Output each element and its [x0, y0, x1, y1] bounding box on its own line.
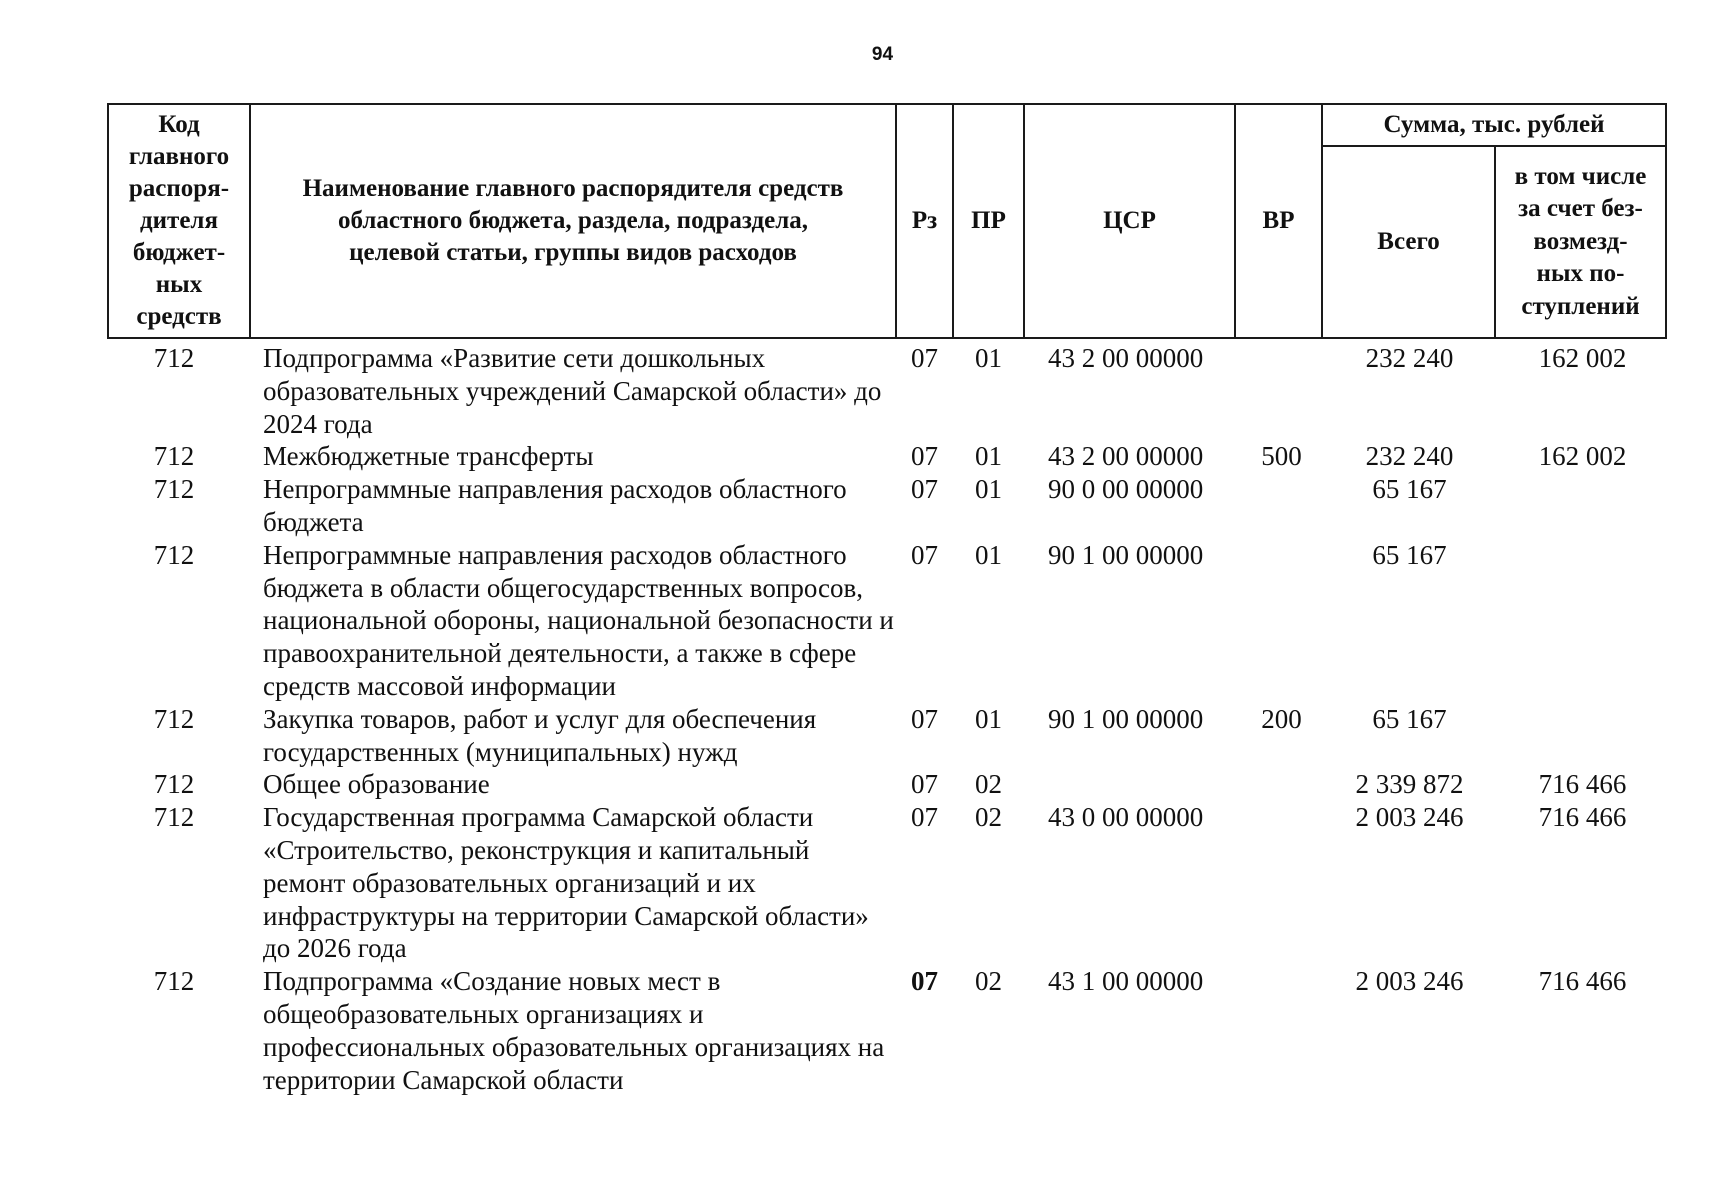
cell-code: 712	[153, 474, 195, 505]
cell-total: 65 167	[1372, 474, 1447, 505]
cell-pr: 01	[975, 343, 1002, 373]
cell-csr	[1024, 768, 1235, 801]
cell-code: 712	[153, 703, 195, 734]
page-number: 94	[871, 44, 894, 65]
header-pr: ПР	[953, 104, 1024, 338]
cell-name: Непрограммные направления расходов областного бюджета	[263, 474, 847, 537]
header-csr: ЦСР	[1024, 104, 1235, 338]
cell-total: 65 167	[1372, 539, 1447, 570]
table-row	[108, 440, 1666, 473]
cell-pr: 01	[975, 474, 1002, 505]
table-row	[108, 703, 1666, 769]
cell-vr	[1235, 965, 1322, 1096]
cell-rz: 07	[911, 703, 938, 734]
cell-total: 232 240	[1365, 441, 1454, 472]
table-row	[108, 473, 1666, 539]
cell-pr: 02	[975, 966, 1002, 997]
cell-free	[1495, 703, 1666, 769]
cell-vr: 500	[1261, 441, 1302, 472]
header-total: Всего	[1322, 146, 1495, 338]
cell-free: 716 466	[1538, 966, 1627, 997]
cell-code: 712	[153, 802, 195, 833]
cell-csr: 43 0 00 00000	[1048, 802, 1204, 833]
cell-pr: 02	[975, 769, 1002, 800]
cell-pr: 01	[975, 703, 1002, 734]
cell-csr: 43 2 00 00000	[1048, 441, 1204, 472]
table-row	[108, 965, 1666, 1096]
cell-name: Закупка товаров, работ и услуг для обеспечения государственных (муниципальных) нужд	[263, 703, 817, 767]
cell-free	[1495, 539, 1666, 703]
cell-vr	[1235, 801, 1322, 965]
table-row	[108, 768, 1666, 801]
cell-pr: 02	[975, 802, 1002, 833]
cell-csr: 43 2 00 00000	[1048, 343, 1204, 373]
cell-rz: 07	[911, 474, 938, 505]
header-rz: Рз	[896, 104, 953, 338]
cell-free: 716 466	[1538, 769, 1627, 800]
cell-free: 162 002	[1538, 343, 1627, 373]
cell-name: Общее образование	[263, 769, 490, 800]
cell-free	[1495, 473, 1666, 539]
cell-vr	[1235, 768, 1322, 801]
header-free: в том числе за счет без- возмезд- ных по- ступлений	[1495, 146, 1666, 338]
cell-csr: 90 1 00 00000	[1048, 539, 1204, 570]
cell-vr	[1235, 473, 1322, 539]
cell-free: 716 466	[1538, 802, 1627, 833]
cell-csr: 43 1 00 00000	[1048, 966, 1204, 997]
header-vr: ВР	[1235, 104, 1322, 338]
cell-code: 712	[153, 769, 195, 800]
table-row	[108, 539, 1666, 703]
cell-total: 2 003 246	[1355, 966, 1464, 997]
cell-vr	[1235, 338, 1322, 440]
cell-total: 65 167	[1372, 703, 1447, 734]
table-header	[108, 104, 1666, 338]
header-name: Наименование главного распорядителя средств областного бюджета, раздела, подраздела, целевой статьи, группы видов расходов	[250, 104, 896, 338]
cell-free: 162 002	[1538, 441, 1627, 472]
budget-table	[107, 103, 1667, 1096]
cell-rz: 07	[911, 966, 938, 997]
cell-code: 712	[153, 966, 195, 997]
cell-pr: 01	[975, 539, 1002, 570]
cell-rz: 07	[911, 769, 938, 800]
table-body	[108, 338, 1666, 1096]
cell-rz: 07	[911, 441, 938, 472]
cell-code: 712	[153, 441, 195, 472]
header-code: Код главного распоря- дителя бюджет- ных средств	[108, 104, 250, 338]
table-row	[108, 338, 1666, 440]
cell-total: 2 339 872	[1355, 769, 1464, 800]
cell-name: Межбюджетные трансферты	[263, 441, 594, 472]
cell-total: 232 240	[1365, 343, 1454, 373]
header-sum: Сумма, тыс. рублей	[1322, 104, 1666, 146]
cell-csr: 90 1 00 00000	[1048, 703, 1204, 734]
cell-csr: 90 0 00 00000	[1048, 474, 1204, 505]
cell-name: Государственная программа Самарской области «Строительство, реконструкция и капитальный ремонт образовательных организаций и их инфраструктуры на территории Самарской области» до 2026 года	[263, 802, 869, 964]
cell-rz: 07	[911, 802, 938, 833]
cell-vr: 200	[1261, 703, 1302, 734]
cell-code: 712	[153, 539, 195, 570]
cell-name: Подпрограмма «Создание новых мест в общеобразовательных организациях и профессиональных образовательных организациях на территории Самарской области	[263, 966, 885, 1095]
cell-rz: 07	[911, 343, 938, 373]
cell-pr: 01	[975, 441, 1002, 472]
cell-rz: 07	[911, 539, 938, 570]
cell-total: 2 003 246	[1355, 802, 1464, 833]
cell-name: Подпрограмма «Развитие сети дошкольных образовательных учреждений Самарской области» до 2024 года	[263, 343, 882, 439]
cell-code: 712	[153, 343, 195, 373]
cell-name: Непрограммные направления расходов областного бюджета в области общегосударственных вопросов, национальной обороны, национальной безопасности и правоохранительной деятельности, а также в сфере средств массовой информации	[263, 539, 894, 701]
table-row	[108, 801, 1666, 965]
cell-vr	[1235, 539, 1322, 703]
